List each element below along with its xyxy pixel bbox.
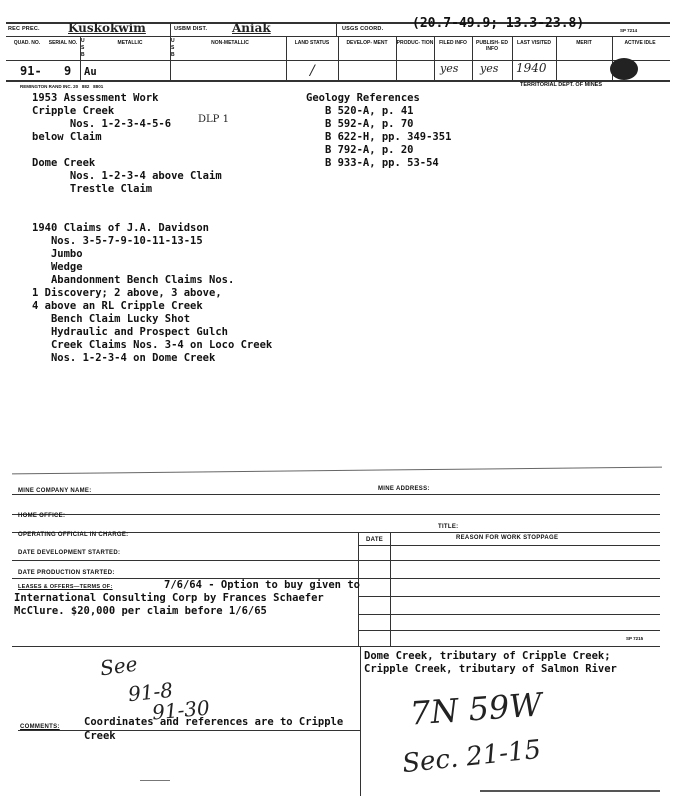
township-note: 7N 59W (408, 685, 544, 733)
b-label: B (171, 52, 175, 58)
scan-artifact (480, 790, 660, 792)
printer-line: REMINGTON RAND INC. 20 882 8801 (20, 84, 104, 89)
s-label: S (171, 45, 175, 51)
land-status-value: / (310, 63, 315, 79)
section-note: Sec. 21-15 (400, 734, 543, 780)
filed-value: yes (440, 62, 459, 75)
rec-prec-value: Kuskokwim (68, 21, 146, 35)
location-text: Dome Creek, tributary of Cripple Creek; Cripple Creek, tributary of Salmon River (364, 650, 617, 675)
quad-value: 91- (20, 64, 42, 78)
dlp-note: DLP 1 (198, 114, 229, 125)
ref-note-1: 91-8 (126, 677, 175, 707)
usb-letters-2 (171, 38, 179, 59)
geology-references: Geology References B 520-A, p. 41 B 592-A, p. 70 B 622-H, pp. 349-351 B 792-A, p. 20 B 933-A, pp. 53-54 (306, 92, 452, 169)
serial-value: 9 (64, 64, 72, 78)
usb-letters (81, 38, 89, 59)
leases-text: 7/6/64 - Option to buy given to International Consulting Corp by Frances Schaefer McClure. $20,000 per claim before 1/6/65 (14, 579, 360, 617)
comments-label: COMMENTS: (20, 724, 60, 730)
comments-text-wrap (84, 715, 343, 743)
mine-address-label: MINE ADDRESS: (378, 486, 430, 492)
title-label: TITLE: (438, 524, 459, 530)
leases-text-wrap (14, 579, 360, 618)
s-label: S (81, 45, 85, 51)
filed-info-header: FILED INFO (439, 40, 467, 46)
claims-text: 1953 Assessment Work Cripple Creek Nos. 1-2-3-4-5-6 below Claim Dome Creek Nos. 1-2-3-4 above Claim Trestle Claim 1940 Claims of J.A. Davidson Nos. 3-5-7-9-10-11-13-15 Jumbo Wedge Abandonment Bench Claims Nos. 1 Discovery; 2 above, 3 above, 4 above an RL Cripple Creek Bench Claim Lucky Shot Hydraulic and Prospect Gulch Creek Claims Nos. 3-4 on Loco Creek Nos. 1-2-3-4 on Dome Creek (32, 92, 273, 364)
metallic-header: METALLIC (117, 40, 143, 46)
operating-official-label: OPERATING OFFICIAL IN CHARGE: (18, 532, 129, 538)
quad-no-header: QUAD. NO. (13, 40, 41, 46)
department-label: TERRITORIAL DEPT. OF MINES (520, 82, 602, 88)
metallic-value: Au (84, 66, 97, 78)
usbm-dist-label: USBM DIST. (174, 26, 208, 32)
date-column-header: DATE (366, 537, 384, 543)
last-visited-value: 1940 (516, 61, 547, 75)
ink-blot (610, 58, 638, 80)
comments-text: Coordinates and references are to Cripple Creek (84, 716, 344, 742)
home-office-label: HOME OFFICE: (18, 513, 66, 519)
u-label: U (81, 38, 85, 44)
non-metallic-header: NON-METALLIC (211, 40, 249, 46)
ref-note-2: 91-30 (151, 695, 211, 725)
b-label: B (81, 52, 85, 58)
date-development-label: DATE DEVELOPMENT STARTED: (18, 550, 121, 556)
u-label: U (171, 38, 175, 44)
usbm-dist-value: Aniak (232, 21, 271, 35)
reason-column-header: REASON FOR WORK STOPPAGE (456, 535, 559, 541)
land-status-header: LAND STATUS (294, 40, 330, 46)
form-number-2: SP 7215 (626, 636, 644, 641)
date-production-label: DATE PRODUCTION STARTED: (18, 570, 115, 576)
development-header: DEVELOP- MENT (346, 40, 388, 46)
scan-artifact (140, 780, 170, 781)
leases-label: LEASES & OFFERS—TERMS OF: (18, 584, 113, 590)
last-visited-header: LAST VISITED (517, 40, 551, 46)
form-number: SP 7214 (620, 28, 638, 33)
usgs-coord-value: (20.7-49.9; 13.3-23.8) (412, 16, 585, 31)
published-info-header: PUBLISH- ED INFO (476, 40, 508, 52)
see-note: See (98, 651, 139, 681)
serial-no-header: SERIAL NO. (48, 40, 78, 46)
usgs-coord-label: USGS COORD. (342, 26, 384, 32)
mine-company-label: MINE COMPANY NAME: (18, 488, 92, 494)
production-header: PRODUC- TION (396, 40, 434, 46)
rec-prec-label: REC PREC. (8, 26, 40, 32)
merit-header: MERIT (576, 40, 592, 46)
published-value: yes (480, 62, 499, 75)
active-idle-header: ACTIVE IDLE (624, 40, 656, 46)
